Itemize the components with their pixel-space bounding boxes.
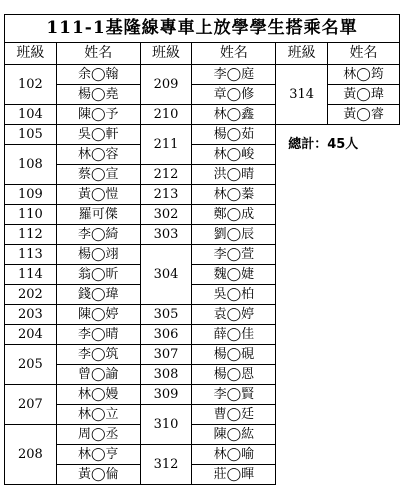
- class-cell: 113: [5, 245, 57, 265]
- roster-table: [4, 14, 400, 485]
- student-name: 林◯蓁: [192, 185, 276, 205]
- class-cell: 302: [140, 205, 192, 225]
- student-name: 錢◯瑋: [56, 285, 140, 305]
- class-cell: 312: [140, 445, 192, 485]
- class-cell: 205: [5, 345, 57, 385]
- student-name: 余◯翰: [56, 65, 140, 85]
- student-name: 楊◯茹: [192, 125, 276, 145]
- header-row: [5, 43, 400, 65]
- col-header-class-2: 班級: [140, 43, 192, 65]
- student-name: 章◯修: [192, 85, 276, 105]
- class-cell: 207: [5, 385, 57, 425]
- class-cell: 307: [140, 345, 192, 365]
- class-cell: 112: [5, 225, 57, 245]
- class-cell: 306: [140, 325, 192, 345]
- class-cell: 203: [5, 305, 57, 325]
- student-name: 楊◯翊: [56, 245, 140, 265]
- student-name: 林◯亨: [56, 445, 140, 465]
- class-cell: 102: [5, 65, 57, 105]
- student-name: 林◯鑫: [192, 105, 276, 125]
- class-cell: 314: [276, 65, 328, 125]
- student-name: 李◯綺: [56, 225, 140, 245]
- class-cell: 209: [140, 65, 192, 105]
- student-name: 吳◯軒: [56, 125, 140, 145]
- student-name: 陳◯紘: [192, 425, 276, 445]
- student-name: 陳◯婷: [56, 305, 140, 325]
- student-name: 鄭◯成: [192, 205, 276, 225]
- col-header-name-1: 姓名: [56, 43, 140, 65]
- student-name: 莊◯暉: [192, 465, 276, 485]
- student-name: 楊◯堯: [56, 85, 140, 105]
- student-name: 薛◯佳: [192, 325, 276, 345]
- class-cell: 212: [140, 165, 192, 185]
- class-cell: 303: [140, 225, 192, 245]
- student-name: 袁◯婷: [192, 305, 276, 325]
- class-cell: 208: [5, 425, 57, 485]
- student-name: 洪◯晴: [192, 165, 276, 185]
- class-cell: 110: [5, 205, 57, 225]
- col-header-class-3: 班級: [276, 43, 328, 65]
- student-name: 林◯峻: [192, 145, 276, 165]
- total-count: 總計：45人: [288, 137, 359, 153]
- col-header-name-2: 姓名: [192, 43, 276, 65]
- class-cell: 304: [140, 245, 192, 305]
- student-name: 黃◯瑋: [328, 85, 400, 105]
- class-cell: 109: [5, 185, 57, 205]
- class-cell: 114: [5, 265, 57, 285]
- student-name: 黃◯睿: [328, 105, 400, 125]
- student-name: 李◯萱: [192, 245, 276, 265]
- student-name: 曾◯諭: [56, 365, 140, 385]
- student-name: 李◯賢: [192, 385, 276, 405]
- student-name: 曹◯廷: [192, 405, 276, 425]
- class-cell: 108: [5, 145, 57, 185]
- class-cell: 213: [140, 185, 192, 205]
- student-name: 李◯筑: [56, 345, 140, 365]
- student-name: 羅可傑: [56, 205, 140, 225]
- student-name: 周◯丞: [56, 425, 140, 445]
- class-cell: 210: [140, 105, 192, 125]
- student-name: 魏◯婕: [192, 265, 276, 285]
- col-header-name-3: 姓名: [328, 43, 400, 65]
- class-cell: 105: [5, 125, 57, 145]
- class-cell: 204: [5, 325, 57, 345]
- student-name: 林◯嫚: [56, 385, 140, 405]
- class-cell: 104: [5, 105, 57, 125]
- student-name: 蔡◯宣: [56, 165, 140, 185]
- class-cell: 308: [140, 365, 192, 385]
- student-name: 李◯晴: [56, 325, 140, 345]
- student-name: 黃◯倫: [56, 465, 140, 485]
- student-name: 林◯喻: [192, 445, 276, 465]
- class-cell: 305: [140, 305, 192, 325]
- student-name: 林◯立: [56, 405, 140, 425]
- student-name: 李◯庭: [192, 65, 276, 85]
- student-name: 楊◯硯: [192, 345, 276, 365]
- class-cell: 309: [140, 385, 192, 405]
- class-cell: 202: [5, 285, 57, 305]
- student-name: 黃◯愷: [56, 185, 140, 205]
- page-title: 111-1基隆線專車上放學學生搭乘名單: [5, 15, 400, 43]
- student-name: 吳◯柏: [192, 285, 276, 305]
- student-name: 楊◯恩: [192, 365, 276, 385]
- student-name: 劉◯辰: [192, 225, 276, 245]
- student-name: 陳◯予: [56, 105, 140, 125]
- student-name: 林◯容: [56, 145, 140, 165]
- class-cell: 310: [140, 405, 192, 445]
- student-name: 林◯筠: [328, 65, 400, 85]
- student-name: 翁◯昕: [56, 265, 140, 285]
- class-cell: 211: [140, 125, 192, 165]
- col-header-class-1: 班級: [5, 43, 57, 65]
